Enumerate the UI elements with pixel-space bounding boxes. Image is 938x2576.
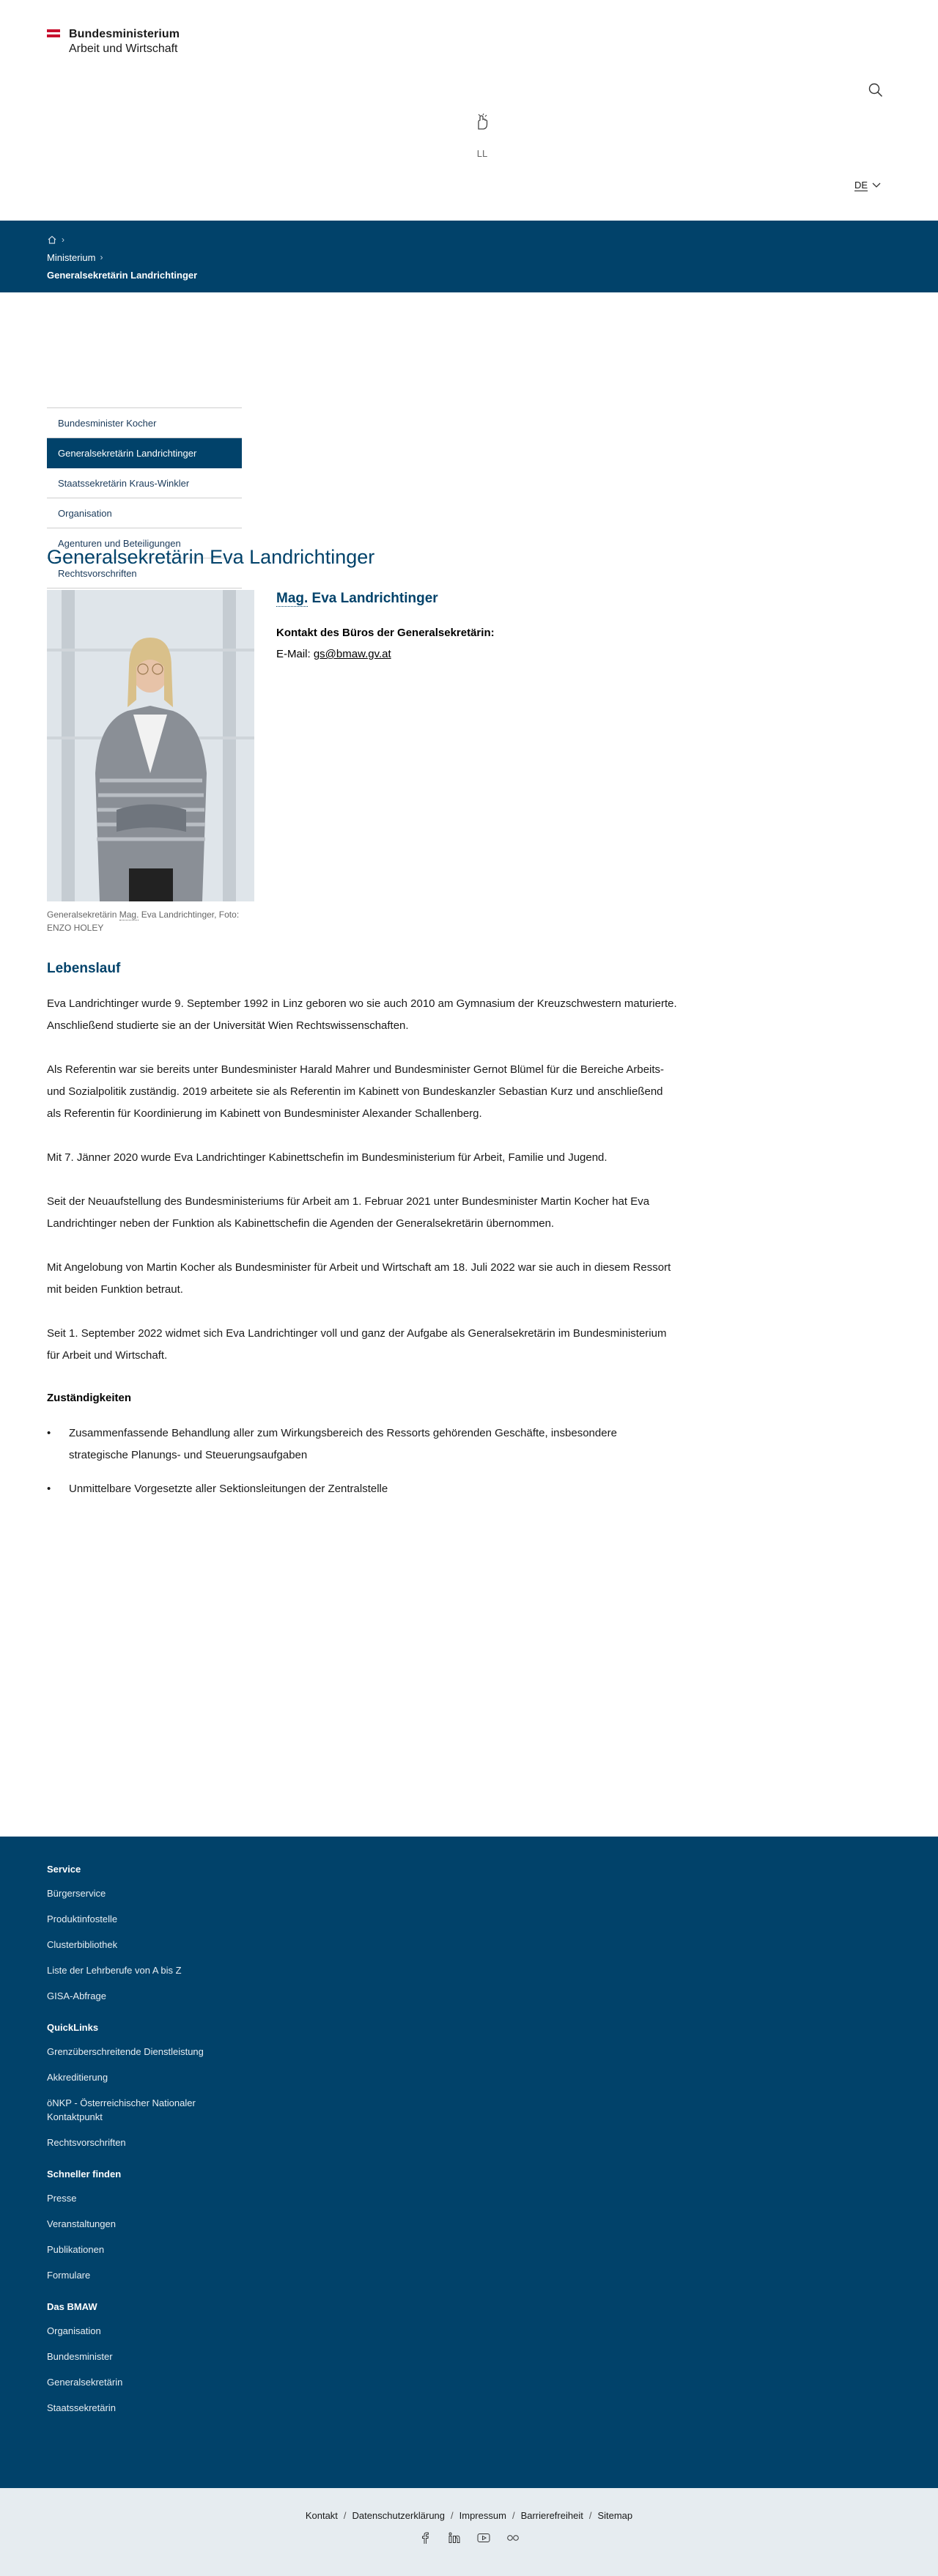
flickr-icon[interactable] [506, 2531, 520, 2544]
site-footer [0, 1837, 938, 2488]
legal-link-impressum[interactable]: Impressum [459, 2510, 506, 2521]
cv-paragraph: Als Referentin war sie bereits unter Bundesminister Harald Mahrer und Bundesminister Gernot Blümel für die Bereiche Arbeits- und Sozialpolitik zuständig. 2019 arbeitete sie als Referentin im Kabinett von Bundeskanzler Sebastian Kurz und anschließend als Referentin für Koordinierung im Kabinett von Bundesminister Alexander Schallenberg. [47, 1063, 665, 1120]
breadcrumb [0, 221, 938, 292]
legal-link-sitemap[interactable]: Sitemap [597, 2510, 633, 2521]
footer-group-title: Das BMAW [47, 2301, 97, 2312]
ministry-logo[interactable] [47, 27, 180, 56]
contact-email: E-Mail: gs@bmaw.gv.at [276, 648, 391, 660]
social-links [0, 2531, 938, 2544]
list-item: • Unmittelbare Vorgesetzte aller Sektionsleitungen der Zentralstelle [47, 1478, 677, 1500]
footer-link[interactable]: Organisation [47, 2325, 101, 2336]
footer-group-service [47, 1864, 891, 2003]
search-icon[interactable] [868, 82, 884, 98]
footer-link[interactable]: Publikationen [47, 2244, 105, 2255]
page-title: Generalsekretärin Eva Landrichtinger [47, 546, 375, 568]
chevron-right-icon: › [100, 252, 103, 262]
youtube-icon[interactable] [477, 2531, 490, 2544]
sidenav-item-bundesminister-kocher[interactable]: Bundesminister Kocher [47, 408, 242, 438]
easy-language-hand-icon[interactable] [473, 113, 491, 132]
footer-link[interactable]: Veranstaltungen [47, 2218, 116, 2229]
footer-link[interactable]: Grenzüberschreitende Dienstleistung [47, 2046, 204, 2057]
site-header [0, 0, 938, 221]
legal-link-datenschutz[interactable]: Datenschutzerklärung [352, 2510, 446, 2521]
facebook-icon[interactable] [418, 2531, 432, 2544]
list-item: • Zusammenfassende Behandlung aller zum Wirkungsbereich des Ressorts gehörenden Geschäfte, insbesondere strategische Planungs- und Steuerungsaufgaben [47, 1422, 677, 1466]
cv-paragraph: Eva Landrichtinger wurde 9. September 1992 in Linz geboren wo sie auch 2010 am Gymnasium der Kreuzschwestern maturierte. Anschließend studierte sie an der Universität Wien Rechtswissenschaften. [47, 997, 677, 1032]
footer-group-das-bmaw [47, 2301, 891, 2415]
language-switcher[interactable] [854, 180, 881, 191]
easy-language-label[interactable]: LL [476, 148, 488, 159]
linkedin-icon[interactable] [448, 2531, 461, 2544]
legal-links: Kontakt / Datenschutzerklärung / Impressum / Barrierefreiheit / Sitemap [305, 2510, 633, 2521]
footer-group-quicklinks [47, 2022, 891, 2149]
legal-link-kontakt[interactable]: Kontakt [305, 2510, 338, 2521]
sidenav-item-agenturen[interactable]: Agenturen und Beteiligungen [47, 528, 242, 558]
cv-paragraph: Seit 1. September 2022 widmet sich Eva Landrichtinger voll und ganz der Aufgabe als Generalsekretärin im Bundesministerium für Arbeit und Wirtschaft. [47, 1327, 667, 1362]
cv-paragraph: Mit Angelobung von Martin Kocher als Bundesminister für Arbeit und Wirtschaft am 18. Juli 2022 war sie auch in diesem Ressort mit beiden Funktion betraut. [47, 1261, 671, 1296]
photo-caption: Generalsekretärin Mag. Eva Landrichtinger, Foto: ENZO HOLEY [47, 909, 240, 933]
footer-link[interactable]: Liste der Lehrberufe von A bis Z [47, 1965, 182, 1976]
logo-line1: Bundesministerium [69, 28, 180, 40]
person-name: Mag. Eva Landrichtinger [276, 591, 438, 606]
footer-link[interactable]: Bundesminister [47, 2351, 113, 2362]
portrait-photo [47, 590, 254, 901]
home-icon[interactable] [47, 235, 57, 245]
austria-flag-icon [47, 29, 60, 37]
sidenav-item-organisation[interactable]: Organisation [47, 498, 242, 528]
footer-link[interactable]: GISA-Abfrage [47, 1990, 106, 2001]
footer-link[interactable]: öNKP - Österreichischer Nationaler Kontaktpunkt [47, 2097, 196, 2122]
cv-paragraph: Seit der Neuaufstellung des Bundesministeriums für Arbeit am 1. Februar 2021 unter Bundesminister Martin Kocher hat Eva Landrichtinger neben der Funktion als Kabinettschefin die Agenden der Generalsekretärin übernommen. [47, 1195, 650, 1230]
breadcrumb-ministerium[interactable]: Ministerium [47, 251, 96, 263]
breadcrumb-current: Generalsekretärin Landrichtinger [47, 269, 198, 281]
responsibilities-list [47, 1422, 677, 1512]
contact-heading: Kontakt des Büros der Generalsekretärin: [276, 627, 495, 639]
cv-paragraph: Mit 7. Jänner 2020 wurde Eva Landrichtinger Kabinettschefin im Bundesministerium für Arbeit, Familie und Jugend. [47, 1151, 608, 1164]
sidenav-item-generalsekretaerin[interactable]: Generalsekretärin Landrichtinger [47, 438, 242, 468]
legal-link-barrierefreiheit[interactable]: Barrierefreiheit [520, 2510, 583, 2521]
footer-link[interactable]: Produktinfostelle [47, 1913, 118, 1924]
footer-group-title: Service [47, 1864, 81, 1875]
language-current: DE [854, 180, 868, 191]
sidenav-item-rechtsvorschriften[interactable]: Rechtsvorschriften [47, 558, 242, 588]
chevron-down-icon [872, 182, 881, 188]
chevron-right-icon: › [62, 235, 64, 245]
footer-link[interactable]: Formulare [47, 2270, 91, 2281]
cv-heading: Lebenslauf [47, 961, 121, 976]
side-navigation [47, 407, 242, 619]
cv-text [47, 993, 677, 1389]
footer-link[interactable]: Presse [47, 2193, 77, 2204]
sidenav-item-staatssekretaerin[interactable]: Staatssekretärin Kraus-Winkler [47, 468, 242, 498]
email-link[interactable]: gs@bmaw.gv.at [313, 648, 391, 660]
main-content [0, 292, 938, 1837]
footer-link[interactable]: Akkreditierung [47, 2072, 108, 2083]
logo-line2: Arbeit und Wirtschaft [69, 43, 178, 55]
footer-link[interactable]: Generalsekretärin [47, 2377, 123, 2388]
footer-link[interactable]: Bürgerservice [47, 1888, 106, 1899]
legal-bar [0, 2488, 938, 2576]
responsibilities-heading: Zuständigkeiten [47, 1392, 132, 1404]
footer-group-schneller-finden [47, 2169, 891, 2282]
footer-group-title: QuickLinks [47, 2022, 99, 2033]
footer-link[interactable]: Rechtsvorschriften [47, 2137, 126, 2148]
footer-link[interactable]: Clusterbibliothek [47, 1939, 118, 1950]
footer-link[interactable]: Staatssekretärin [47, 2402, 116, 2413]
footer-group-title: Schneller finden [47, 2169, 122, 2180]
